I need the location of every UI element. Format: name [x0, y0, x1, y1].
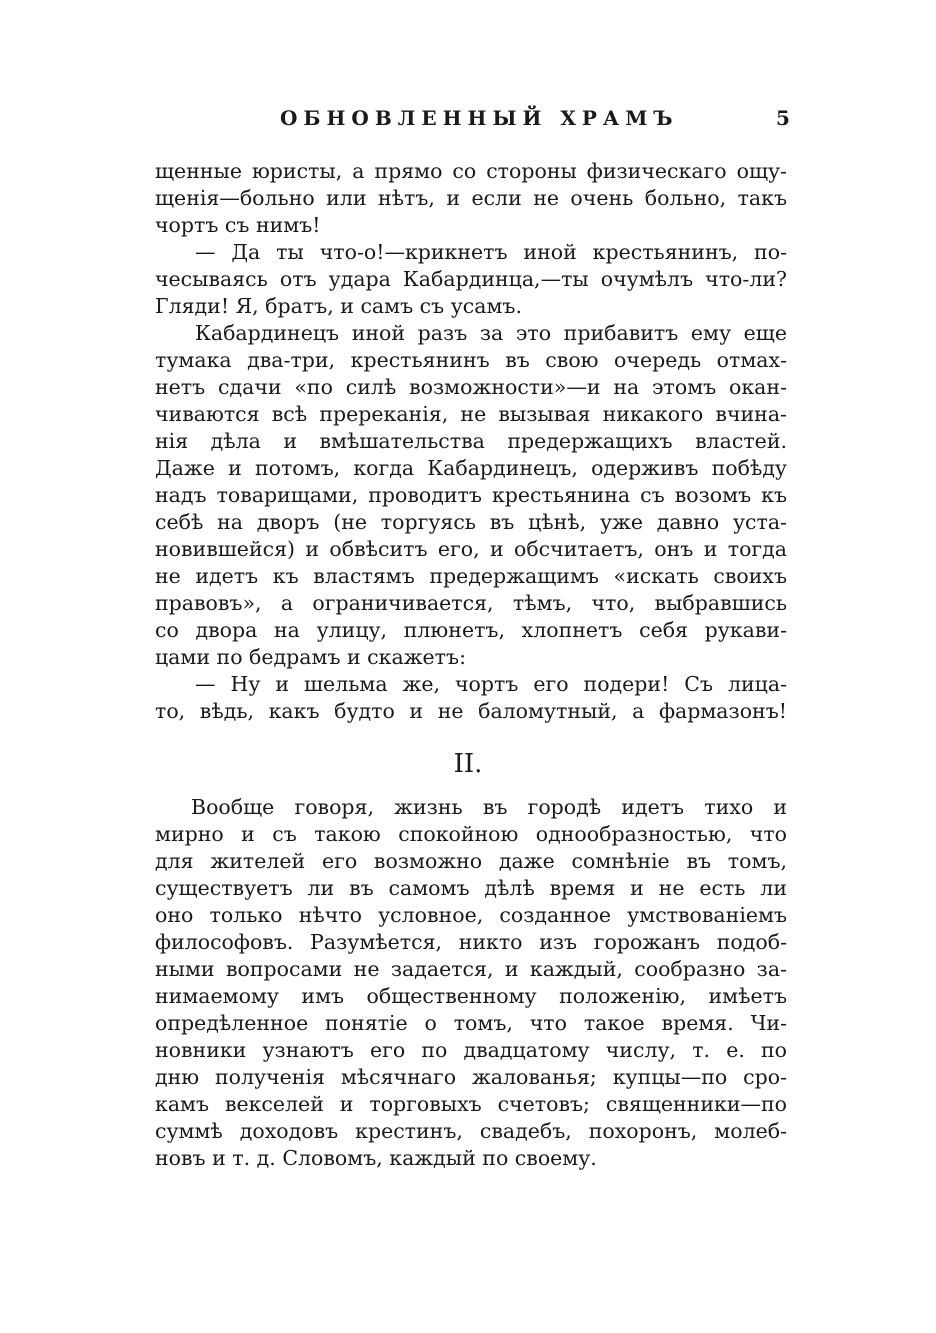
text-line: мирно и съ такою спокойною однообразностью, что [155, 822, 787, 846]
text-line: чесываясь отъ удара Кабардинца,—ты очумѣлъ что-ли? [155, 267, 787, 291]
text-line: Кабардинецъ иной разъ за это прибавитъ ему еще [195, 321, 787, 345]
section-2-text [155, 794, 787, 1172]
running-title: ОБНОВЛЕННЫЙ ХРАМЪ [280, 106, 679, 130]
text-line: новники узнаютъ его по двадцатому числу, т. е. по [155, 1038, 787, 1062]
text-line: не идетъ къ властямъ предержащимъ «искать своихъ [155, 564, 787, 588]
text-line: ными вопросами не задается, и каждый, сообразно за- [155, 957, 787, 981]
text-line: со двора на улицу, плюнетъ, хлопнетъ себя рукави- [155, 618, 787, 642]
text-line: Даже и потомъ, когда Кабардинецъ, одерживъ побѣду [155, 456, 787, 480]
text-line: нія дѣла и вмѣшательства предержащихъ властей. [155, 429, 787, 453]
section-1-text [155, 158, 787, 725]
text-line: оно только нѣчто условное, созданное умствованіемъ [155, 903, 787, 927]
text-line: новившейся) и обвѣситъ его, и обсчитаетъ, онъ и тогда [155, 537, 787, 561]
text-line: Вообще говоря, жизнь въ городѣ идетъ тихо и [191, 795, 787, 819]
text-line: — Да ты что-о!—крикнетъ иной крестьянинъ, по- [195, 240, 787, 264]
text-line: новъ и т. д. Словомъ, каждый по своему. [155, 1146, 597, 1170]
text-line: нетъ сдачи «по силѣ возможности»—и на этомъ окан- [155, 375, 787, 399]
text-line: щенные юристы, а прямо со стороны физическаго ощу- [155, 159, 787, 183]
text-line: чиваются всѣ пререканія, не вызывая никакого вчина- [155, 402, 787, 426]
text-line: камъ векселей и торговыхъ счетовъ; священники—по [155, 1092, 787, 1116]
text-line: чортъ съ нимъ! [155, 213, 321, 237]
page-number: 5 [776, 106, 790, 130]
text-line: правовъ», а ограничивается, тѣмъ, что, выбравшись [155, 591, 787, 615]
text-line: существуетъ ли въ самомъ дѣлѣ время и не есть ли [155, 876, 787, 900]
text-line: щенія—больно или нѣтъ, и если не очень больно, такъ [155, 186, 787, 210]
text-line: нимаемому имъ общественному положенію, имѣетъ [155, 984, 787, 1008]
text-line: дню полученія мѣсячнаго жалованья; купцы—по сро- [155, 1065, 787, 1089]
text-line: — Ну и шельма же, чортъ его подери! Съ лица- [195, 672, 787, 696]
text-line: то, вѣдь, какъ будто и не баломутный, а фармазонъ! [155, 699, 787, 723]
text-line: философовъ. Разумѣется, никто изъ горожанъ подоб- [155, 930, 787, 954]
text-line: суммѣ доходовъ крестинъ, свадебъ, похоронъ, молеб- [155, 1119, 787, 1143]
text-line: опредѣленное понятіе о томъ, что такое время. Чи- [155, 1011, 787, 1035]
section-heading: II. [453, 749, 483, 779]
text-line: себѣ на дворъ (не торгуясь въ цѣнѣ, уже давно уста- [155, 510, 787, 534]
text-line: для жителей его возможно даже сомнѣніе въ томъ, [155, 849, 787, 873]
text-line: надъ товарищами, проводитъ крестьянина съ возомъ къ [155, 483, 787, 507]
text-line: Гляди! Я, братъ, и самъ съ усамъ. [155, 294, 522, 318]
text-line: цами по бедрамъ и скажетъ: [155, 645, 466, 669]
text-line: тумака два-три, крестьянинъ въ свою очередь отмах- [155, 348, 787, 372]
